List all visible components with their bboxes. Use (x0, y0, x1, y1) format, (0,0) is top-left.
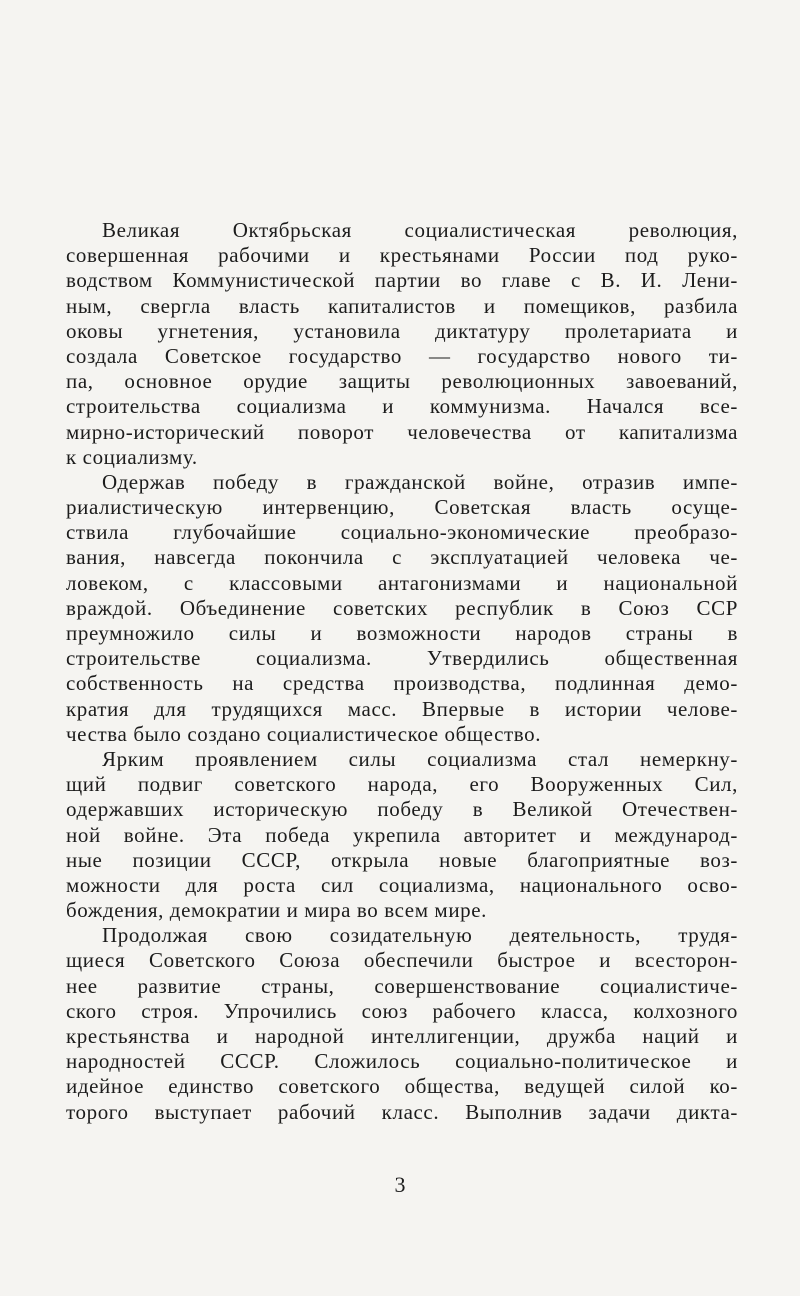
paragraph-4 (66, 923, 738, 1125)
text-line: бождения, демократии и мира во всем мире. (66, 898, 488, 923)
text-line: нее развитие страны, совершенствование социалистиче- (66, 973, 738, 998)
text-line: па, основное орудие защиты революционных завоеваний, (66, 369, 738, 394)
text-line: ные позиции СССР, открыла новые благоприятные воз- (66, 847, 738, 872)
text-line: ным, свергла власть капиталистов и помещиков, разбила (66, 293, 738, 318)
text-line: одержавших историческую победу в Великой Отечествен- (66, 797, 738, 822)
text-line: риалистическую интервенцию, Советская власть осуще- (66, 495, 738, 520)
text-line: ствила глубочайшие социально-экономические преобразо- (66, 520, 738, 545)
text-line: собственность на средства производства, подлинная демо- (66, 671, 738, 696)
text-line: Продолжая свою созидательную деятельность, трудя- (102, 923, 738, 948)
text-line: Ярким проявлением силы социализма стал немеркну- (102, 746, 738, 771)
text-line: вания, навсегда покончила с эксплуатацией человека че- (66, 545, 738, 570)
text-line: к социализму. (66, 444, 198, 469)
text-line: мирно-исторический поворот человечества от капитализма (66, 419, 738, 444)
page-number: 3 (394, 1172, 406, 1197)
text-line: водством Коммунистической партии во главе с В. И. Лени- (66, 268, 738, 293)
text-line: строительства социализма и коммунизма. Начался все- (66, 394, 738, 419)
text-line: кратия для трудящихся масс. Впервые в истории челове- (66, 696, 738, 721)
text-line: крестьянства и народной интеллигенции, дружба наций и (66, 1024, 738, 1048)
text-line: строительстве социализма. Утвердились общественная (66, 646, 738, 671)
text-line: народностей СССР. Сложилось социально-политическое и (66, 1049, 738, 1074)
paragraph-2 (66, 470, 738, 747)
text-line: можности для роста сил социализма, национального осво- (66, 872, 738, 897)
text-line: оковы угнетения, установила диктатуру пролетариата и (66, 318, 738, 343)
text-line: ского строя. Упрочились союз рабочего класса, колхозного (66, 998, 738, 1023)
text-line: Одержав победу в гражданской войне, отразив импе- (102, 469, 738, 494)
text-line: чества было создано социалистическое общество. (66, 721, 542, 746)
text-line: Великая Октябрьская социалистическая революция, (102, 218, 738, 242)
text-line: ловеком, с классовыми антагонизмами и национальной (66, 570, 738, 595)
text-line: совершенная рабочими и крестьянами России под руко- (66, 243, 738, 268)
text-line: создала Советское государство — государство нового ти- (66, 343, 738, 368)
text-line: враждой. Объединение советских республик в Союз ССР (66, 595, 738, 620)
paragraph-3 (66, 747, 738, 923)
text-line: преумножило силы и возможности народов страны в (66, 621, 738, 645)
text-line: щиеся Советского Союза обеспечили быстрое и всесторон- (66, 948, 738, 973)
body-text (66, 218, 738, 1125)
paragraph-1 (66, 218, 738, 470)
text-line: ной войне. Эта победа укрепила авторитет и международ- (66, 822, 738, 847)
text-line: торого выступает рабочий класс. Выполнив задачи дикта- (66, 1099, 738, 1124)
text-line: идейное единство советского общества, ведущей силой ко- (66, 1074, 738, 1099)
text-line: щий подвиг советского народа, его Вооруженных Сил, (66, 772, 738, 797)
